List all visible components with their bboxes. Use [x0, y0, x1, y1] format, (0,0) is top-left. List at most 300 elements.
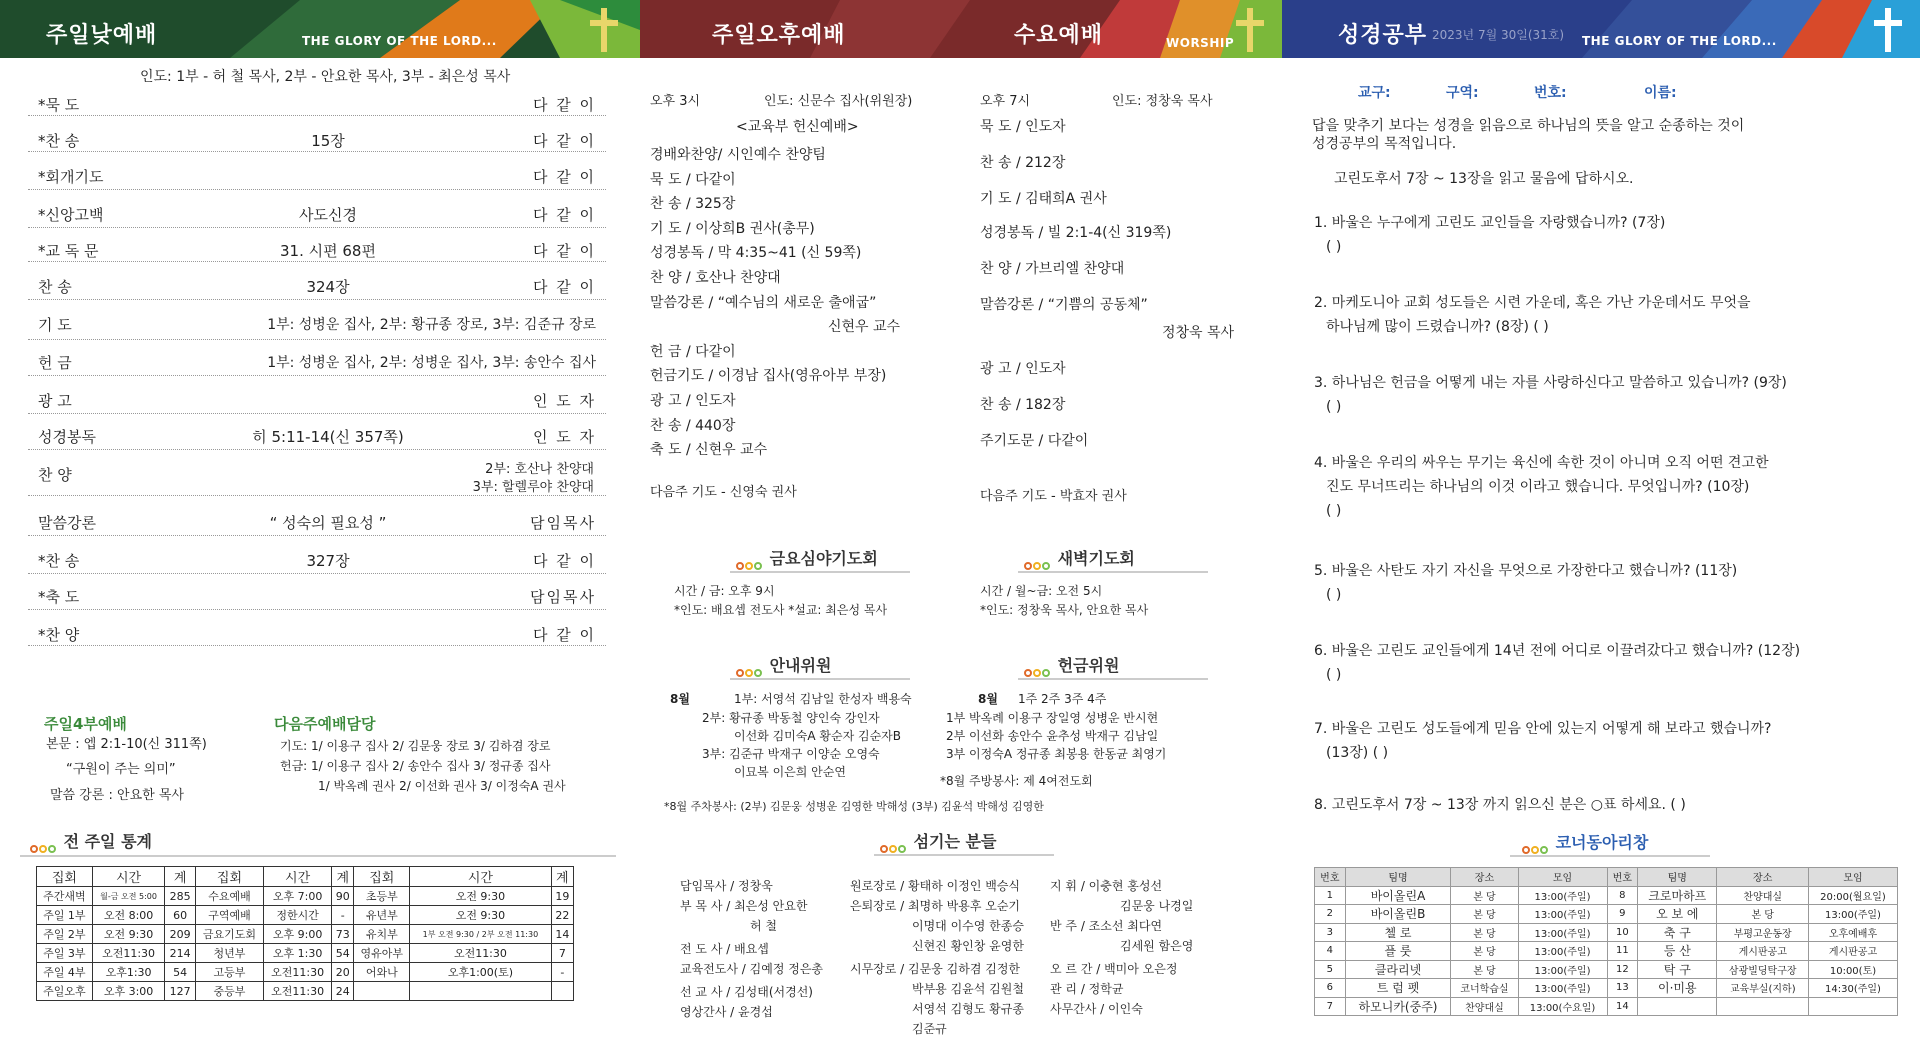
- stats-cell: 주일 2부: [37, 925, 93, 944]
- ushers-month: 8월: [670, 692, 690, 706]
- next-week-offering: 헌금: 1/ 이용구 집사 2/ 송안수 집사 3/ 정규종 집사: [280, 759, 551, 773]
- servant-entry: 김문웅 나경일: [1120, 899, 1194, 913]
- order-row: [28, 270, 606, 300]
- order-item: *교 독 문: [38, 242, 99, 260]
- stats-header-cell: 계: [165, 867, 196, 887]
- stats-cell: 유년부: [354, 906, 410, 925]
- field-parish: 교구:: [1358, 85, 1391, 101]
- servant-entry: 사무간사 / 이인숙: [1050, 1002, 1143, 1016]
- order-assignee: 1부: 성병운 집사, 2부: 성병운 집사, 3부: 송안수 집사: [267, 355, 596, 371]
- servant-entry: 부 목 사 / 최은성 안요한: [680, 899, 808, 913]
- order-detail: 327장: [306, 552, 350, 570]
- stats-cell: 오전11:30: [264, 982, 332, 1001]
- servant-entry: 신현진 황인창 윤영한: [912, 939, 1024, 953]
- instruction: 고린도후서 7장 ~ 13장을 읽고 물음에 답하시오.: [1334, 171, 1634, 187]
- order-item: 찬 송: [38, 278, 72, 296]
- order-assignee: 다 같 이: [532, 132, 596, 150]
- clubs-cell: 13:00(주일): [1808, 905, 1897, 924]
- clubs-cell: 본 당: [1451, 960, 1518, 979]
- sunday4-sermon: “구원이 주는 의미”: [66, 762, 176, 777]
- stats-cell: 214: [165, 944, 196, 963]
- order-assignee: 다 같 이: [532, 552, 596, 570]
- afternoon-line: 신현우 교수: [828, 319, 901, 336]
- stats-cell: 오전11:30: [410, 944, 551, 963]
- stats-cell: 오후1:30: [92, 963, 165, 982]
- clubs-cell: 20:00(월요일): [1808, 886, 1897, 905]
- offering-month: 8월: [978, 692, 998, 706]
- order-detail: 15장: [311, 132, 345, 150]
- divider: [874, 854, 1054, 856]
- order-row: [28, 458, 606, 496]
- clubs-cell: 크로마하프: [1638, 886, 1717, 905]
- afternoon-line: 찬 송 / 440장: [650, 417, 736, 434]
- question-text: 5. 바울은 사탄도 자기 자신을 무엇으로 가장한다고 했습니까? (11장): [1314, 563, 1738, 579]
- afternoon-line: 묵 도 / 다같이: [650, 171, 736, 188]
- dawn-time: 시간 / 월~금: 오전 5시: [980, 584, 1103, 598]
- clubs-cell: 2: [1315, 905, 1346, 924]
- stats-row: [37, 925, 574, 944]
- stats-cell: 주일오후: [37, 982, 93, 1001]
- clubs-header-cell: 번호: [1607, 868, 1638, 887]
- stats-cell: 90: [332, 887, 354, 906]
- clubs-cell: 트 럼 펫: [1345, 979, 1451, 998]
- order-assignee: 다 같 이: [532, 242, 596, 260]
- panel-header: [640, 0, 1282, 58]
- clubs-cell: 본 당: [1451, 923, 1518, 942]
- stats-cell: -: [332, 906, 354, 925]
- clubs-cell: 10:00(토): [1808, 960, 1897, 979]
- dawn-heading: [1024, 546, 1135, 569]
- clubs-heading: [1522, 830, 1648, 853]
- offering-title: 헌금위원: [1057, 656, 1120, 675]
- clubs-header-cell: 번호: [1315, 868, 1346, 887]
- wednesday-line: 찬 양 / 가브리엘 찬양대: [980, 261, 1125, 277]
- servant-entry: 박부용 김윤석 김원철: [912, 982, 1024, 996]
- clubs-cell: 1: [1315, 886, 1346, 905]
- clubs-cell: 14: [1607, 997, 1638, 1016]
- order-assignee: 다 같 이: [532, 168, 596, 186]
- stats-cell: 오전 9:30: [410, 887, 551, 906]
- afternoon-line: 기 도 / 이상희B 권사(총무): [650, 220, 815, 237]
- header-title: 성경공부: [1338, 23, 1428, 48]
- intro-line-2: 성경공부의 목적입니다.: [1312, 136, 1457, 152]
- answer-blank: 하나님께 많이 드렸습니까? (8장) ( ): [1326, 319, 1549, 335]
- clubs-row: [1315, 942, 1898, 961]
- servant-entry: 선 교 사 / 김성태(서경선): [680, 985, 813, 999]
- stats-cell: 7: [551, 944, 573, 963]
- stats-cell: 어와나: [354, 963, 410, 982]
- next-week-prayer: 기도: 1/ 이용구 집사 2/ 김문웅 장로 3/ 김하겸 장로: [280, 739, 551, 753]
- afternoon-leader: 인도: 신문수 집사(위원장): [764, 94, 913, 109]
- ushers-line-1: 1부: 서영석 김남일 한성자 백용숙: [734, 692, 912, 706]
- order-item: 기 도: [38, 316, 72, 334]
- dawn-leaders: *인도: 정창욱 목사, 안요한 목사: [980, 603, 1149, 617]
- field-name: 이름:: [1644, 85, 1677, 101]
- next-week-title: 다음주예배담당: [274, 715, 376, 733]
- wednesday-line: 말씀강론 / “기쁨의 공동체”: [980, 297, 1148, 313]
- stats-cell: 초등부: [354, 887, 410, 906]
- wednesday-leader: 인도: 정창욱 목사: [1112, 94, 1213, 109]
- ushers-heading: [736, 653, 831, 676]
- offering-line-3: 3부 이정숙A 정규종 최봉용 한동균 최영기: [946, 747, 1167, 761]
- stats-cell: 오전11:30: [92, 944, 165, 963]
- answer-blank: ( ): [1326, 667, 1342, 683]
- stats-header-cell: 계: [551, 867, 573, 887]
- afternoon-line: 축 도 / 신현우 교수: [650, 442, 768, 459]
- question-text-2: 진도 무너뜨리는 하나님의 이것 이라고 했습니다. 무엇입니까? (10장): [1326, 479, 1750, 495]
- afternoon-next-prayer: 다음주 기도 - 신영숙 권사: [650, 485, 797, 500]
- order-assignee: 다 같 이: [532, 626, 596, 644]
- afternoon-line: 경배와찬양/ 시인예수 찬양팀: [650, 147, 826, 163]
- clubs-cell: 3: [1315, 923, 1346, 942]
- clubs-cell: 11: [1607, 942, 1638, 961]
- header-subtitle: THE GLORY OF THE LORD...: [302, 34, 497, 48]
- divider: [1510, 855, 1710, 857]
- stats-cell: 오후 3:00: [92, 982, 165, 1001]
- servant-entry: 관 리 / 정학균: [1050, 982, 1124, 996]
- stats-cell: 1부 오전 9:30 / 2부 오전 11:30: [410, 925, 551, 944]
- ushers-title: 안내위원: [769, 656, 832, 675]
- order-detail: “ 성숙의 필요성 ”: [269, 514, 387, 532]
- ushers-line-3: 이선화 김미숙A 황순자 김순자B: [734, 729, 901, 743]
- clubs-cell: 교육부실(지하): [1717, 979, 1809, 998]
- clubs-cell: 13:00(주일): [1518, 960, 1607, 979]
- field-number: 번호:: [1534, 85, 1567, 101]
- order-row: [28, 160, 606, 190]
- order-row: [28, 198, 606, 228]
- order-detail: 31. 시편 68편: [280, 242, 376, 260]
- clubs-cell: 찬양대실: [1717, 886, 1809, 905]
- offering-heading: [1024, 653, 1119, 676]
- clubs-header-cell: 팀명: [1345, 868, 1451, 887]
- clubs-table: [1314, 867, 1898, 1016]
- dots-icon: [1024, 662, 1052, 672]
- clubs-cell: 13:00(수요일): [1518, 997, 1607, 1016]
- clubs-cell: 13:00(주일): [1518, 886, 1607, 905]
- servant-entry: 허 철: [750, 919, 777, 933]
- clubs-cell: 13:00(주일): [1518, 979, 1607, 998]
- stats-cell: 청년부: [195, 944, 263, 963]
- question-text: 7. 바울은 고린도 성도들에게 믿음 안에 있는지 어떻게 해 보라고 했습니까?: [1314, 721, 1772, 737]
- header-badge: WORSHIP: [1166, 36, 1235, 50]
- servants-heading: [880, 829, 996, 852]
- question-text: 2. 마케도니아 교회 성도들은 시련 가운데, 혹은 가난 가운데서도 무엇을: [1314, 295, 1751, 311]
- order-row: [28, 618, 606, 646]
- servant-entry: 은퇴장로 / 최명하 박용후 오순기: [850, 899, 1020, 913]
- clubs-title: 코너동아리창: [1555, 833, 1649, 852]
- clubs-header-row: [1315, 868, 1898, 887]
- clubs-cell: 게시판공고: [1808, 942, 1897, 961]
- clubs-header-cell: 장소: [1451, 868, 1518, 887]
- clubs-cell: 부평고운동장: [1717, 923, 1809, 942]
- clubs-cell: 바이올린B: [1345, 905, 1451, 924]
- order-assignee: 2부: 호산나 찬양대: [485, 462, 594, 477]
- header-subtitle: THE GLORY OF THE LORD...: [1582, 34, 1777, 48]
- order-item: 찬 양: [38, 466, 72, 484]
- stats-row: [37, 887, 574, 906]
- order-item: *묵 도: [38, 96, 80, 114]
- wednesday-line: 찬 송 / 212장: [980, 155, 1066, 171]
- service-leaders: 인도: 1부 - 허 철 목사, 2부 - 안요한 목사, 3부 - 최은성 목사: [140, 69, 511, 85]
- servant-entry: 이명대 이수영 한종승: [912, 919, 1024, 933]
- header-title-wednesday: 수요예배: [1014, 23, 1104, 48]
- servants-title: 섬기는 분들: [913, 832, 997, 851]
- servant-entry: 김준규: [912, 1022, 947, 1036]
- sunday4-title: 주일4부예배: [44, 715, 127, 733]
- order-assignee: 다 같 이: [532, 206, 596, 224]
- stats-cell: [551, 982, 573, 1001]
- stats-cell: 유치부: [354, 925, 410, 944]
- order-assignee: 1부: 성병운 집사, 2부: 황규종 장로, 3부: 김준규 장로: [267, 317, 596, 333]
- wednesday-line: 찬 송 / 182장: [980, 397, 1066, 413]
- order-item: 헌 금: [38, 354, 72, 372]
- wednesday-line: 성경봉독 / 빌 2:1-4(신 319쪽): [980, 225, 1172, 241]
- order-item: *축 도: [38, 588, 80, 606]
- clubs-cell: 13: [1607, 979, 1638, 998]
- order-detail: 히 5:11-14(신 357쪽): [252, 428, 404, 446]
- servant-entry: 전 도 사 / 배요셉: [680, 942, 769, 956]
- wednesday-line: 광 고 / 인도자: [980, 361, 1066, 377]
- friday-time: 시간 / 금: 오후 9시: [674, 584, 775, 598]
- dots-icon: [1522, 839, 1550, 849]
- stats-cell: 오전 8:00: [92, 906, 165, 925]
- divider: [1018, 571, 1208, 573]
- clubs-cell: 14:30(주일): [1808, 979, 1897, 998]
- question-text: 1. 바울은 누구에게 고린도 교인들을 자랑했습니까? (7장): [1314, 215, 1666, 231]
- ushers-line-4: 3부: 김준규 박재구 이양순 오영숙: [702, 747, 880, 761]
- panel-header: [0, 0, 640, 58]
- answer-blank: ( ): [1326, 239, 1342, 255]
- order-assignee: 담임목사: [530, 514, 596, 532]
- clubs-cell: 플 룻: [1345, 942, 1451, 961]
- stats-heading: [30, 829, 152, 852]
- afternoon-line: 헌금기도 / 이경남 집사(영유아부 부장): [650, 368, 887, 385]
- stats-title: 전 주일 통계: [63, 832, 152, 851]
- order-item: 말씀강론: [38, 514, 96, 532]
- stats-row: [37, 906, 574, 925]
- order-row: [28, 124, 606, 152]
- dots-icon: [1024, 555, 1052, 565]
- stats-cell: 20: [332, 963, 354, 982]
- ushers-line-2: 2부: 황규종 박동철 양인숙 강인자: [702, 711, 880, 725]
- order-item: *찬 송: [38, 132, 80, 150]
- stats-cell: 54: [332, 944, 354, 963]
- stats-cell: 영유아부: [354, 944, 410, 963]
- answer-blank: ( ): [1326, 399, 1342, 415]
- order-row: [28, 506, 606, 536]
- order-assignee-2: 3부: 할렐루야 찬양대: [472, 480, 594, 495]
- afternoon-line: 말씀강론 / “예수님의 새로운 출애굽”: [650, 294, 877, 311]
- stats-cell: 중등부: [195, 982, 263, 1001]
- stats-cell: 127: [165, 982, 196, 1001]
- divider: [20, 855, 616, 857]
- stats-cell: 오후 9:00: [264, 925, 332, 944]
- clubs-row: [1315, 923, 1898, 942]
- order-row: [28, 580, 606, 610]
- afternoon-line: 찬 송 / 325장: [650, 196, 736, 213]
- clubs-cell: 8: [1607, 886, 1638, 905]
- stats-cell: -: [551, 963, 573, 982]
- stats-cell: 73: [332, 925, 354, 944]
- stats-cell: 오후 7:00: [264, 887, 332, 906]
- dots-icon: [736, 555, 764, 565]
- afternoon-line: 헌 금 / 다같이: [650, 343, 736, 360]
- friday-title: 금요심야기도회: [769, 549, 878, 568]
- stats-cell: 19: [551, 887, 573, 906]
- order-assignee: 인 도 자: [532, 392, 596, 410]
- stats-cell: 209: [165, 925, 196, 944]
- clubs-cell: 클라리넷: [1345, 960, 1451, 979]
- field-district: 구역:: [1446, 85, 1479, 101]
- afternoon-wednesday-panel: [640, 0, 1282, 1061]
- clubs-cell: 찬양대실: [1451, 997, 1518, 1016]
- order-item: *회개기도: [38, 168, 104, 186]
- afternoon-line: 찬 양 / 호산나 찬양대: [650, 270, 781, 286]
- clubs-row: [1315, 886, 1898, 905]
- stats-row: [37, 963, 574, 982]
- clubs-header-cell: 모임: [1518, 868, 1607, 887]
- stats-cell: 주일 3부: [37, 944, 93, 963]
- bible-study-panel: [1282, 0, 1920, 1061]
- parking-service: *8월 주차봉사: (2부) 김문웅 성병운 김영한 박해성 (3부) 김윤석 박해성 김영한: [664, 800, 1044, 813]
- stats-cell: 고등부: [195, 963, 263, 982]
- clubs-cell: 13:00(주일): [1518, 942, 1607, 961]
- afternoon-time: 오후 3시: [650, 94, 701, 109]
- kitchen-service: *8월 주방봉사: 제 4여전도회: [940, 774, 1093, 788]
- order-row: [28, 346, 606, 376]
- dots-icon: [880, 838, 908, 848]
- friday-leaders: *인도: 배요셉 전도사 *설교: 최은성 목사: [674, 603, 888, 617]
- servant-entry: 교육전도사 / 김예정 정은총: [680, 962, 823, 976]
- order-item: 성경봉독: [38, 428, 96, 446]
- stats-cell: 오후 1:30: [264, 944, 332, 963]
- offering-weeks: 1주 2주 3주 4주: [1018, 692, 1107, 706]
- stats-cell: [410, 982, 551, 1001]
- clubs-cell: 이·미용: [1638, 979, 1717, 998]
- question-text: 4. 바울은 우리의 싸우는 무기는 육신에 속한 것이 아니며 오직 어떤 견고한: [1314, 455, 1769, 471]
- stats-header-cell: 집회: [195, 867, 263, 887]
- cross-icon: [1868, 8, 1908, 52]
- clubs-cell: 바이올린A: [1345, 886, 1451, 905]
- stats-cell: 오후1:00(토): [410, 963, 551, 982]
- clubs-header-cell: 장소: [1717, 868, 1809, 887]
- servant-entry: 지 휘 / 이충현 홍성선: [1050, 879, 1163, 893]
- stats-cell: 정한시간: [264, 906, 332, 925]
- afternoon-theme: <교육부 헌신예배>: [736, 119, 859, 135]
- afternoon-line: 광 고 / 인도자: [650, 393, 736, 409]
- clubs-cell: 6: [1315, 979, 1346, 998]
- stats-cell: 14: [551, 925, 573, 944]
- wednesday-time: 오후 7시: [980, 94, 1031, 109]
- clubs-cell: 탁 구: [1638, 960, 1717, 979]
- servant-entry: 시무장로 / 김문웅 김하겸 김정한: [850, 962, 1020, 976]
- stats-cell: 주간새벽: [37, 887, 93, 906]
- sunday4-text: 본문 : 엡 2:1-10(신 311쪽): [46, 737, 207, 752]
- dots-icon: [736, 662, 764, 672]
- stats-cell: 60: [165, 906, 196, 925]
- servant-entry: 원로장로 / 황태하 이정인 백승식: [850, 879, 1020, 893]
- stats-cell: 오전 9:30: [92, 925, 165, 944]
- clubs-cell: 본 당: [1451, 905, 1518, 924]
- clubs-cell: 7: [1315, 997, 1346, 1016]
- stats-header-cell: 계: [332, 867, 354, 887]
- order-assignee: 다 같 이: [532, 278, 596, 296]
- clubs-cell: 13:00(주일): [1518, 905, 1607, 924]
- stats-cell: 주일 4부: [37, 963, 93, 982]
- order-item: *찬 양: [38, 626, 80, 644]
- clubs-cell: [1717, 997, 1809, 1016]
- question-text: 3. 하나님은 헌금을 어떻게 내는 자를 사랑하신다고 말씀하고 있습니까? (9장): [1314, 375, 1787, 391]
- stats-cell: 구역예배: [195, 906, 263, 925]
- stats-cell: 285: [165, 887, 196, 906]
- friday-heading: [736, 546, 878, 569]
- answer-blank: ( ): [1326, 587, 1342, 603]
- stats-cell: 54: [165, 963, 196, 982]
- stats-cell: 24: [332, 982, 354, 1001]
- clubs-cell: 코너학습실: [1451, 979, 1518, 998]
- order-row: [28, 308, 606, 340]
- clubs-cell: 12: [1607, 960, 1638, 979]
- question-text: 6. 바울은 고린도 교인들에게 14년 전에 어디로 이끌려갔다고 했습니까? (12장): [1314, 643, 1801, 659]
- stats-cell: [354, 982, 410, 1001]
- dots-icon: [30, 838, 58, 848]
- stats-row: [37, 982, 574, 1001]
- clubs-cell: 오 보 에: [1638, 905, 1717, 924]
- clubs-cell: 10: [1607, 923, 1638, 942]
- divider: [1018, 678, 1208, 680]
- clubs-row: [1315, 905, 1898, 924]
- clubs-header-cell: 모임: [1808, 868, 1897, 887]
- next-week-offering2: 1/ 박옥례 권사 2/ 이선화 권사 3/ 이정숙A 권사: [318, 779, 566, 793]
- servant-entry: 영상간사 / 윤경섭: [680, 1005, 773, 1019]
- dawn-title: 새벽기도회: [1057, 549, 1135, 568]
- order-assignee: 다 같 이: [532, 96, 596, 114]
- stats-header-cell: 시간: [410, 867, 551, 887]
- cross-icon: [1230, 8, 1270, 52]
- order-assignee: 인 도 자: [532, 428, 596, 446]
- clubs-cell: 본 당: [1451, 942, 1518, 961]
- clubs-cell: 13:00(주일): [1518, 923, 1607, 942]
- question-text: 8. 고린도후서 7장 ~ 13장 까지 읽으신 분은 ○표 하세요. ( ): [1314, 797, 1686, 813]
- answer-blank: (13장) ( ): [1326, 745, 1389, 761]
- clubs-cell: 축 구: [1638, 923, 1717, 942]
- servant-entry: 서영석 김형도 황규종: [912, 1002, 1024, 1016]
- cross-icon: [584, 8, 624, 52]
- clubs-cell: 삼광빌딩탁구장: [1717, 960, 1809, 979]
- clubs-cell: 5: [1315, 960, 1346, 979]
- stats-header-cell: 시간: [264, 867, 332, 887]
- stats-cell: 수요예배: [195, 887, 263, 906]
- wednesday-line: 묵 도 / 인도자: [980, 119, 1066, 135]
- stats-cell: 금요기도회: [195, 925, 263, 944]
- stats-row: [37, 944, 574, 963]
- stats-table: [36, 866, 574, 1001]
- panel-header: [1282, 0, 1920, 58]
- order-item: *신앙고백: [38, 206, 104, 224]
- order-row: [28, 234, 606, 262]
- clubs-cell: 9: [1607, 905, 1638, 924]
- intro-line-1: 답을 맞추기 보다는 성경을 읽음으로 하나님의 뜻을 알고 순종하는 것이: [1312, 118, 1745, 134]
- stats-header-cell: 집회: [37, 867, 93, 887]
- order-row: [28, 88, 606, 116]
- order-item: 광 고: [38, 392, 72, 410]
- offering-line-1: 1부 박옥례 이용구 장일영 성병운 반시현: [946, 711, 1159, 725]
- stats-cell: 주일 1부: [37, 906, 93, 925]
- servant-entry: 반 주 / 조소선 최다연: [1050, 919, 1163, 933]
- answer-blank: ( ): [1326, 503, 1342, 519]
- clubs-cell: 첼 로: [1345, 923, 1451, 942]
- clubs-cell: 게시판공고: [1717, 942, 1809, 961]
